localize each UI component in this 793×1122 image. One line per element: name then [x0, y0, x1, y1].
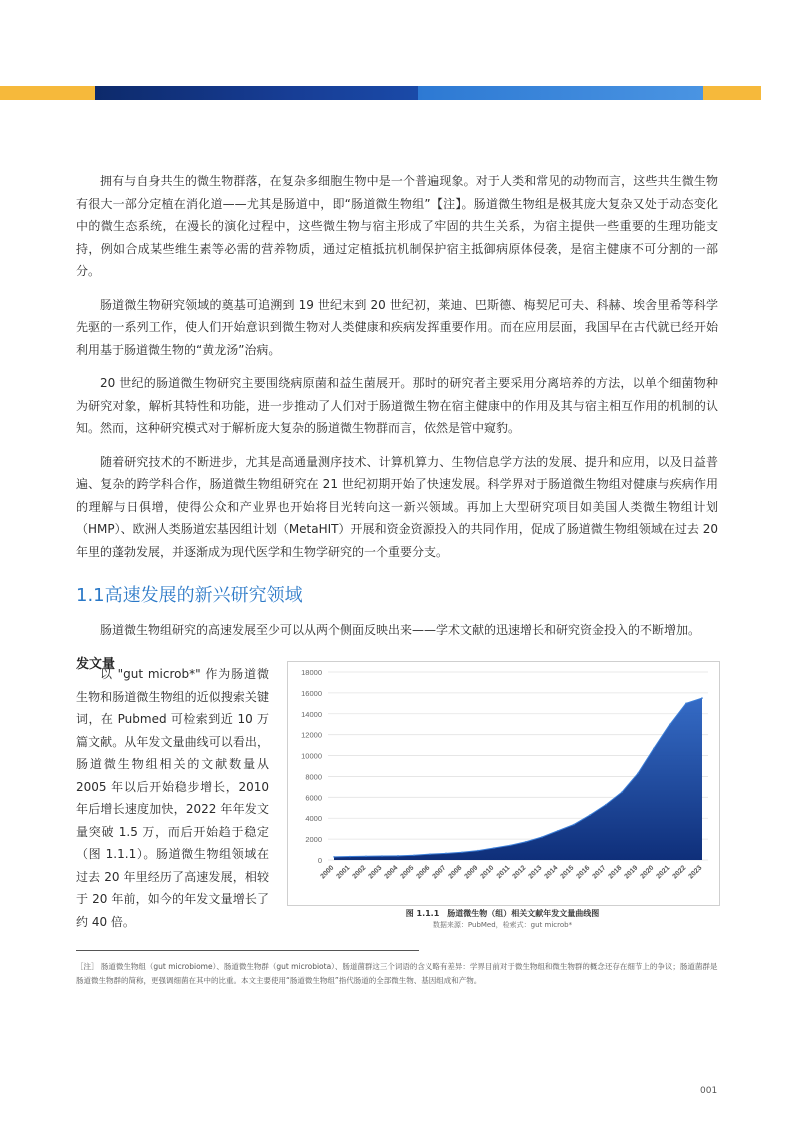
y-tick-label: 2000	[305, 835, 322, 845]
data-point	[653, 747, 655, 749]
data-point	[605, 804, 607, 806]
data-point	[477, 850, 479, 852]
data-point	[541, 836, 543, 838]
chart-svg	[288, 662, 719, 905]
x-tick-label: 2020	[639, 864, 656, 881]
x-tick-label: 2018	[607, 864, 624, 881]
header-bar-blue	[418, 86, 703, 100]
side-text-column	[76, 663, 269, 933]
footnote-divider	[76, 950, 419, 951]
data-point	[445, 853, 447, 855]
data-point	[509, 845, 511, 847]
x-tick-label: 2021	[655, 864, 672, 881]
x-tick-label: 2019	[623, 864, 640, 881]
figure-source: 数据来源：PubMed，检索式：gut microb*	[432, 921, 573, 929]
x-tick-label: 2013	[527, 864, 544, 881]
x-tick-label: 2022	[671, 864, 688, 881]
header-bar-yellow-right	[703, 86, 761, 100]
x-tick-label: 2001	[335, 864, 352, 881]
y-tick-label: 10000	[301, 751, 322, 761]
data-point	[685, 703, 687, 705]
y-tick-label: 0	[317, 856, 322, 865]
section-title: 1.1高速发展的新兴研究领域	[76, 585, 303, 606]
x-tick-label: 2014	[543, 864, 560, 881]
page-number: 001	[700, 1086, 718, 1096]
data-point	[573, 824, 575, 826]
y-tick-label: 4000	[305, 814, 322, 824]
side-text: 以 "gut microb*" 作为肠道微生物和肠道微生物组的近似搜索关键词，在 Pubmed 可检索到近 10 万篇文献。从年发文量曲线可以看出，肠道微生物组相关的文献数量从 2005 年以后开始稳步增长，2010 年后增长速度加快，2022 年年发文量突破 1.5 万，而后开始趋于稳定（图 1.1.1）。肠道微生物组领域在过去 20 年里经历了高速发展，相较于 20 年前，如今的年发文量增长了约 40 倍。	[76, 667, 269, 929]
x-tick-label: 2017	[591, 864, 608, 881]
x-tick-label: 2015	[559, 864, 576, 881]
data-point	[701, 697, 703, 699]
x-tick-label: 2011	[495, 864, 512, 881]
data-point	[381, 855, 383, 857]
subsection-title: 发文量	[76, 656, 116, 672]
paragraph-4: 随着研究技术的不断进步，尤其是高通量测序技术、计算机算力、生物信息学方法的发展、提升和应用，以及日益普遍、复杂的跨学科合作，肠道微生物组研究在 21 世纪初期开始了快速发展。科学界对于肠道微生物组对健康与疾病作用的理解与日俱增，使得公众和产业界也开始将目光转向这一新兴领域。再加上大型研究项目如美国人类微生物组计划（HMP）、欧洲人类肠道宏基因组计划（MetaHIT）开展和资金资源投入的共同作用，促成了肠道微生物组领域在过去 20 年里的蓬勃发展，并逐渐成为现代医学和生物学研究的一个重要分支。	[76, 454, 718, 559]
paragraph-1: 拥有与自身共生的微生物群落，在复杂多细胞生物中是一个普遍现象。对于人类和常见的动物而言，这些共生微生物有很大一部分定植在消化道——尤其是肠道中，即“肠道微生物组”【注】。肠道微生物组是极其庞大复杂又处于动态变化中的微生态系统，在漫长的演化过程中，这些微生物与宿主形成了牢固的共生关系，为宿主提供一些重要的生理功能支持，例如合成某些维生素等必需的营养物质，通过定植抵抗机制保护宿主抵御病原体侵袭，是宿主健康不可分割的一部分。	[76, 174, 718, 278]
data-point	[637, 773, 639, 775]
x-tick-label: 2012	[511, 864, 528, 881]
x-tick-label: 2002	[351, 864, 368, 881]
data-point	[397, 855, 399, 857]
series-area	[334, 698, 702, 860]
data-point	[333, 856, 335, 858]
figure-caption: 图 1.1.1 肠道微生物（组）相关文献年发文量曲线图	[405, 909, 600, 918]
x-tick-label: 2006	[415, 864, 432, 881]
data-point	[525, 841, 527, 843]
data-point	[349, 856, 351, 858]
data-point	[365, 855, 367, 857]
x-tick-label: 2007	[431, 864, 448, 881]
paragraph-3: 20 世纪的肠道微生物研究主要围绕病原菌和益生菌展开。那时的研究者主要采用分离培养的方法，以单个细菌物种为研究对象，解析其特性和功能，进一步推动了人们对于肠道微生物在宿主健康中的作用及其与宿主相互作用的机制的认知。然而，这种研究模式对于解析庞大复杂的肠道微生物群而言，依然是管中窥豹。	[76, 376, 718, 435]
y-tick-label: 18000	[301, 668, 322, 677]
section-intro: 肠道微生物组研究的高速发展至少可以从两个侧面反映出来——学术文献的迅速增长和研究资金投入的不断增加。	[100, 623, 701, 637]
y-tick-label: 12000	[301, 730, 322, 740]
data-point	[669, 723, 671, 725]
publication-chart	[287, 661, 720, 906]
y-tick-label: 14000	[301, 709, 322, 719]
footnote: ［注］ 肠道微生物组（gut microbiome）、肠道微生物群（gut microbiota）、肠道菌群这三个词语的含义略有差异：学界目前对于微生物组和微生物群的概念还存在细节上的争议；肠道菌群是肠道微生物群的简称，更强调细菌在其中的比重。本文主要使用“肠道微生物组”指代肠道的全部微生物、基因组成和产物。	[76, 962, 718, 985]
data-point	[621, 791, 623, 793]
data-point	[413, 855, 415, 857]
main-content	[76, 170, 718, 676]
y-tick-label: 8000	[305, 772, 322, 782]
y-tick-label: 6000	[305, 793, 322, 803]
x-tick-label: 2000	[319, 864, 336, 881]
data-point	[557, 830, 559, 832]
header-bar-navy	[95, 86, 418, 100]
x-tick-label: 2016	[575, 864, 592, 881]
x-tick-label: 2009	[463, 864, 480, 881]
data-point	[429, 853, 431, 855]
data-point	[589, 814, 591, 816]
x-tick-label: 2004	[383, 864, 400, 881]
y-tick-label: 16000	[301, 688, 322, 698]
x-tick-label: 2003	[367, 864, 384, 881]
paragraph-2: 肠道微生物研究领域的奠基可追溯到 19 世纪末到 20 世纪初，莱迪、巴斯德、梅契尼可夫、科赫、埃舍里希等科学先驱的一系列工作，使人们开始意识到微生物对人类健康和疾病发挥重要作用。而在应用层面，我国早在古代就已经开始利用基于肠道微生物的“黄龙汤”治病。	[76, 297, 718, 357]
x-tick-label: 2023	[687, 864, 704, 881]
header-color-bar	[0, 86, 793, 100]
data-point	[493, 847, 495, 849]
x-tick-label: 2010	[479, 864, 496, 881]
figure-caption-block	[287, 908, 718, 930]
data-point	[461, 851, 463, 853]
x-tick-label: 2008	[447, 864, 464, 881]
header-bar-yellow-left	[0, 86, 95, 100]
x-tick-label: 2005	[399, 864, 416, 881]
